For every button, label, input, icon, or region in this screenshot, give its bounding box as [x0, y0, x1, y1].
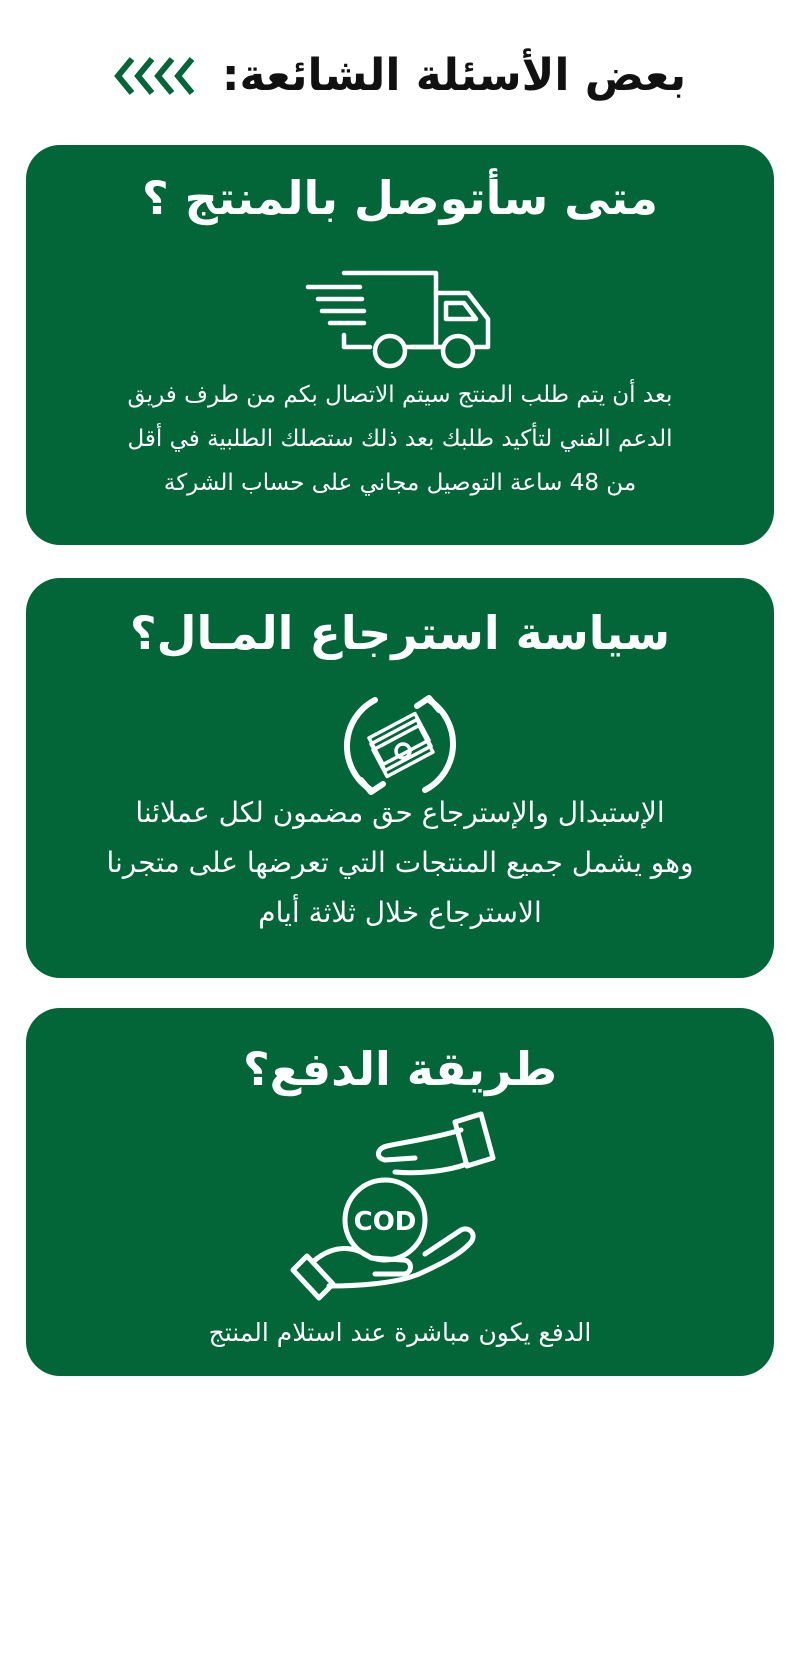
body-line: الإستبدال والإسترجاع حق مضمون لكل عملائنا: [135, 796, 665, 829]
faq-card-title: طريقة الدفع؟: [242, 1042, 558, 1096]
faq-card-delivery: [26, 145, 774, 545]
body-line: بعد أن يتم طلب المنتج سيتم الاتصال بكم من طرف فريق: [127, 382, 673, 408]
faq-card-title: متى سأتوصل بالمنتج ؟: [141, 171, 659, 225]
body-line: وهو يشمل جميع المنتجات التي تعرضها على متجرنا: [106, 846, 694, 879]
body-line: الدعم الفني لتأكيد طلبك بعد ذلك ستصلك الطلبية في أقل: [127, 426, 673, 452]
body-line: الدفع يكون مباشرة عند استلام المنتج: [208, 1318, 592, 1347]
cod-icon-label: COD: [353, 1207, 417, 1237]
faq-card-refund: [26, 578, 774, 978]
faq-card-body: [56, 373, 744, 505]
body-line: الاسترجاع خلال ثلاثة أيام: [258, 896, 542, 929]
triple-chevron-icon: [114, 46, 204, 106]
cash-on-delivery-icon: [285, 1108, 515, 1308]
faq-card-payment: [26, 1008, 774, 1376]
body-line: من 48 ساعة التوصيل مجاني على حساب الشركة: [163, 470, 637, 496]
faq-card-body: [56, 788, 744, 938]
page-title: بعض الأسئلة الشائعة:: [221, 50, 687, 101]
page-header: [40, 36, 760, 116]
delivery-truck-icon: [300, 253, 500, 373]
faq-card-title: سياسة استرجاع المـال؟: [129, 606, 671, 660]
faq-card-body: [56, 1311, 744, 1355]
